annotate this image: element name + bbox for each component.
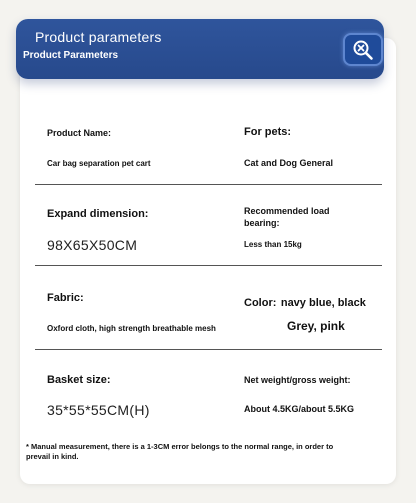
color-label: Color:	[244, 297, 277, 309]
product-name-label: Product Name:	[47, 128, 112, 138]
color-value-2: Grey, pink	[287, 319, 345, 333]
zoom-in-icon	[352, 39, 374, 61]
weight-label: Net weight/gross weight:	[244, 375, 351, 385]
footnote: * Manual measurement, there is a 1-3CM error belongs to the normal range, in order to prevail in kind.	[26, 442, 334, 461]
fabric-value: Oxford cloth, high strength breathable mesh	[47, 324, 216, 333]
color-value-1: navy blue, black	[280, 297, 366, 309]
color-row	[244, 293, 366, 311]
product-name-value: Car bag separation pet cart	[47, 159, 151, 168]
load-bearing-label: Recommended load bearing:	[244, 206, 330, 228]
fabric-label: Fabric:	[47, 292, 84, 304]
weight-value: About 4.5KG/about 5.5KG	[244, 404, 355, 414]
expand-dimension-label: Expand dimension:	[47, 208, 149, 220]
divider	[35, 349, 382, 350]
for-pets-label: For pets:	[244, 126, 292, 138]
header-title: Product parameters	[35, 29, 162, 45]
for-pets-value: Cat and Dog General	[244, 158, 334, 168]
expand-dimension-value: 98X65X50CM	[47, 237, 138, 253]
divider	[35, 265, 382, 266]
divider	[35, 184, 382, 185]
basket-size-value: 35*55*55CM(H)	[47, 402, 150, 418]
header-banner	[16, 19, 384, 79]
zoom-button[interactable]	[343, 33, 383, 66]
basket-size-label: Basket size:	[47, 374, 111, 386]
load-bearing-value: Less than 15kg	[244, 240, 302, 249]
header-subtitle: Product Parameters	[23, 50, 119, 61]
